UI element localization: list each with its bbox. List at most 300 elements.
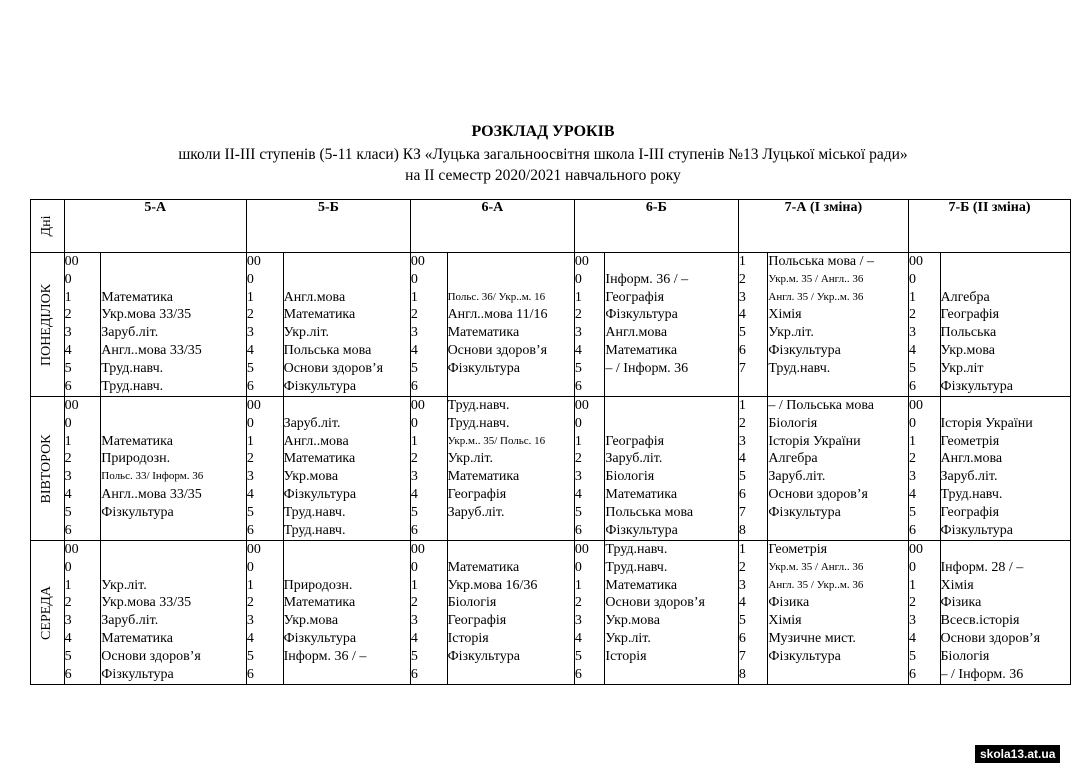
lesson-subject — [448, 378, 574, 396]
lesson-number: 0 — [246, 559, 254, 575]
lesson-subject: Основи здоров’я — [768, 486, 868, 502]
lesson-subject: Основи здоров’я — [605, 595, 705, 611]
lesson-subject: Історія — [605, 648, 647, 664]
lesson-number: 2 — [908, 595, 916, 611]
lesson-number: 2 — [64, 451, 72, 467]
lesson-subject: Укр.літ. — [447, 451, 493, 467]
lesson-number: 6 — [246, 666, 254, 682]
lesson-number: 2 — [410, 595, 418, 611]
lesson-number: 2 — [574, 595, 582, 611]
lesson-number: 5 — [64, 360, 72, 376]
lesson-number: 0 — [574, 559, 582, 575]
lesson-subject: Всесв.історія — [940, 613, 1020, 629]
lesson-number: 1 — [908, 577, 916, 593]
lesson-subject — [768, 522, 908, 540]
lesson-subject — [448, 541, 574, 559]
day-row — [31, 541, 1071, 685]
lesson-number: 2 — [246, 451, 254, 467]
lesson-subjects — [940, 397, 1070, 541]
lesson-number: 0 — [574, 415, 582, 431]
lesson-subjects — [447, 253, 574, 397]
lesson-subject — [605, 397, 737, 415]
lesson-number: 7 — [738, 648, 746, 664]
lesson-subject: Хімія — [768, 613, 802, 629]
lesson-number: 3 — [246, 613, 254, 629]
lesson-number: 00 — [908, 542, 923, 557]
lesson-subjects — [283, 541, 410, 685]
lesson-number: 1 — [64, 289, 72, 305]
lesson-subject: Фізкультура — [768, 504, 841, 520]
lesson-subject: Англ..мова 33/35 — [101, 486, 202, 502]
lesson-number: 00 — [64, 254, 79, 269]
lesson-number: 0 — [410, 271, 418, 287]
lesson-subjects — [768, 253, 909, 397]
lesson-subject: Укр.мова — [605, 613, 660, 629]
lesson-subject: Заруб.літ. — [605, 451, 663, 467]
lesson-subject: Польська мова — [283, 342, 372, 358]
lesson-number: 3 — [410, 325, 418, 341]
lesson-subject: Історія України — [940, 415, 1033, 431]
lesson-number: 4 — [410, 630, 418, 646]
lesson-subjects — [101, 541, 247, 685]
lesson-subject — [941, 397, 1070, 415]
lesson-number: 00 — [246, 542, 261, 557]
lesson-subject: Укр.мова 33/35 — [101, 307, 192, 323]
lesson-subject — [101, 522, 246, 540]
lesson-number: 6 — [410, 522, 418, 538]
lesson-subject: Математика — [447, 325, 520, 341]
lesson-subject: Математика — [605, 342, 678, 358]
lesson-subject: – / Інформ. 36 — [940, 666, 1024, 682]
lesson-number: 2 — [738, 271, 746, 287]
lesson-number: 5 — [738, 613, 746, 629]
lesson-subject: Математика — [283, 595, 356, 611]
lesson-subject: Географія — [940, 307, 1000, 323]
lesson-subject: Математика — [101, 630, 173, 646]
lesson-number: 6 — [574, 378, 582, 394]
lesson-subject — [448, 271, 574, 289]
lesson-subject: Інформ. 36 / – — [283, 648, 367, 664]
lesson-subject: Англ..мова — [283, 433, 349, 449]
lesson-subject: Фізкультура — [940, 378, 1013, 394]
lesson-numbers — [246, 397, 283, 541]
lesson-number: 5 — [574, 648, 582, 664]
lesson-subject: Труд.навч. — [101, 378, 164, 394]
day-label: ВІВТОРОК — [31, 397, 65, 541]
lesson-subject: Фізкультура — [605, 522, 678, 538]
lesson-number: 6 — [246, 378, 254, 394]
lesson-number: 6 — [64, 522, 72, 538]
lesson-number: 1 — [410, 577, 418, 593]
lesson-number: 1 — [410, 289, 418, 305]
lesson-subjects — [101, 397, 247, 541]
lesson-numbers — [64, 541, 101, 685]
lesson-subject: Географія — [940, 504, 1000, 520]
lesson-subject: Укр.літ. — [283, 325, 330, 341]
lesson-number: 2 — [738, 559, 746, 575]
lesson-number: 4 — [246, 486, 254, 502]
lesson-number: 4 — [64, 630, 72, 646]
lesson-subject: Математика — [283, 307, 356, 323]
lesson-subject: Труд.навч. — [283, 504, 346, 520]
lesson-number: 8 — [738, 666, 746, 682]
lesson-number: 6 — [574, 666, 582, 682]
lesson-subject: Математика — [283, 451, 356, 467]
lesson-number: 5 — [246, 504, 254, 520]
lesson-number: 5 — [410, 648, 418, 664]
lesson-number: 2 — [908, 451, 916, 467]
lesson-number: 3 — [574, 469, 582, 485]
lesson-number: 6 — [908, 378, 916, 394]
lesson-subject: Історія України — [768, 433, 861, 449]
class-header: 5-Б — [246, 200, 410, 253]
day-label: СЕРЕДА — [31, 541, 65, 685]
lesson-subject: Укр.мова 16/36 — [447, 577, 538, 593]
lesson-subject: Англ..мова 11/16 — [447, 307, 548, 323]
lesson-numbers — [64, 397, 101, 541]
lesson-number: 00 — [64, 398, 79, 413]
lesson-subject: Математика — [101, 289, 173, 305]
lesson-number: 8 — [738, 522, 746, 538]
lesson-subject: Заруб.літ. — [447, 504, 505, 520]
lesson-subjects — [447, 541, 574, 685]
lesson-number: 0 — [410, 559, 418, 575]
lesson-subjects — [283, 397, 410, 541]
lesson-subject: Математика — [605, 577, 678, 593]
lesson-subject: Геометрія — [768, 542, 828, 557]
lesson-number: 6 — [574, 522, 582, 538]
lesson-number: 00 — [246, 398, 261, 413]
lesson-number: 6 — [410, 666, 418, 682]
lesson-subject — [605, 666, 737, 684]
lesson-number: 0 — [246, 415, 254, 431]
lesson-numbers — [246, 541, 283, 685]
lesson-numbers — [738, 253, 768, 397]
lesson-subject: Фізкультура — [283, 378, 357, 394]
lesson-subject: Фізкультура — [101, 504, 174, 520]
lesson-number: 4 — [246, 342, 254, 358]
lesson-number: 1 — [574, 433, 582, 449]
lesson-number: 1 — [64, 433, 72, 449]
lesson-number: 2 — [410, 451, 418, 467]
lesson-subject: Заруб.літ. — [940, 469, 998, 485]
lesson-subject: Основи здоров’я — [447, 342, 548, 358]
lesson-numbers — [738, 397, 768, 541]
lesson-subject — [101, 541, 246, 559]
lesson-subject: Математика — [447, 559, 520, 575]
lesson-numbers — [574, 253, 605, 397]
lesson-subject: Математика — [447, 469, 520, 485]
lesson-number: 4 — [64, 342, 72, 358]
lesson-subject: Фізкультура — [101, 666, 174, 682]
class-header: 5-А — [64, 200, 246, 253]
lesson-number: 4 — [738, 451, 746, 467]
lesson-subject — [768, 666, 908, 684]
lesson-subject: Укр.мова — [283, 613, 339, 629]
lesson-subject: Біологія — [605, 469, 655, 485]
lesson-subject: Заруб.літ. — [768, 469, 826, 485]
lesson-number: 3 — [574, 613, 582, 629]
lesson-number: 1 — [246, 577, 254, 593]
lesson-subject: Труд.навч. — [447, 398, 510, 413]
lesson-number: 5 — [908, 648, 916, 664]
lesson-subject: Англ..мова 33/35 — [101, 342, 202, 358]
lesson-number: 0 — [574, 271, 582, 287]
lesson-subject — [101, 559, 246, 577]
lesson-subject: Англ.мова — [605, 325, 668, 341]
lesson-number: 5 — [246, 360, 254, 376]
lesson-number: 00 — [574, 254, 589, 269]
lesson-subjects — [283, 253, 410, 397]
lesson-number: 6 — [64, 666, 72, 682]
lesson-subject: Заруб.літ. — [101, 613, 159, 629]
lesson-number: 2 — [908, 307, 916, 323]
lesson-number: 5 — [908, 360, 916, 376]
lesson-subject — [284, 666, 410, 684]
lesson-number: 3 — [64, 325, 72, 341]
lesson-subjects — [940, 253, 1070, 397]
lesson-number: 1 — [410, 433, 418, 449]
lesson-number: 1 — [574, 289, 582, 305]
lesson-subjects — [940, 541, 1070, 685]
lesson-subject: Фізкультура — [447, 360, 521, 376]
class-header: 7-Б (ІІ зміна) — [908, 200, 1070, 253]
lesson-subject: Географія — [447, 613, 507, 629]
lesson-number: 1 — [738, 398, 746, 413]
lesson-number: 6 — [908, 522, 916, 538]
lesson-numbers — [908, 253, 940, 397]
lesson-number: 6 — [64, 378, 72, 394]
lesson-subject: Труд.навч. — [447, 415, 510, 431]
lesson-subject: Фізкультура — [768, 648, 841, 664]
class-header: 7-А (І зміна) — [738, 200, 908, 253]
lesson-subject: Фізкультура — [283, 630, 357, 646]
lesson-number: 1 — [908, 289, 916, 305]
lesson-number: 5 — [574, 360, 582, 376]
lesson-subject: Біологія — [940, 648, 990, 664]
lesson-number: 2 — [410, 307, 418, 323]
lesson-subject — [941, 541, 1070, 559]
schedule-table — [30, 199, 1071, 685]
lesson-number: 00 — [908, 254, 923, 269]
lesson-subjects — [605, 541, 738, 685]
lesson-number: 4 — [246, 630, 254, 646]
lesson-subject — [284, 541, 410, 559]
lesson-subject: Географія — [605, 433, 665, 449]
lesson-number: 0 — [908, 415, 916, 431]
lesson-number: 4 — [410, 342, 418, 358]
lesson-subject: Основи здоров’я — [940, 630, 1041, 646]
lesson-subject — [101, 271, 246, 289]
lesson-number: 3 — [738, 433, 746, 449]
lesson-number: 00 — [410, 542, 425, 557]
lesson-numbers — [410, 541, 447, 685]
lesson-subject: Польська мова / – — [768, 254, 874, 269]
class-header: 6-А — [410, 200, 574, 253]
lesson-numbers — [246, 253, 283, 397]
lesson-number: 2 — [246, 595, 254, 611]
lesson-subject: Фізкультура — [447, 648, 521, 664]
lesson-number: 1 — [738, 542, 746, 557]
lesson-subject: – / Інформ. 36 — [605, 360, 689, 376]
lesson-subject: Укр.літ. — [605, 630, 651, 646]
lesson-number: 3 — [64, 613, 72, 629]
lesson-number: 2 — [738, 415, 746, 431]
lesson-number: 6 — [246, 522, 254, 538]
lesson-number: 1 — [246, 289, 254, 305]
lesson-number: 0 — [64, 271, 72, 287]
lesson-subject: Фізкультура — [605, 307, 678, 323]
lesson-subject — [101, 415, 246, 433]
lesson-number: 4 — [574, 486, 582, 502]
lesson-number: 00 — [410, 254, 425, 269]
lesson-number: 6 — [908, 666, 916, 682]
lesson-subjects — [605, 253, 738, 397]
lesson-subject: Укр.м.. 35/ Польс. 16 — [447, 434, 546, 447]
lesson-subject: Труд.навч. — [605, 559, 668, 575]
lesson-subject: Англ. 35 / Укр..м. 36 — [768, 290, 864, 303]
document-title: РОЗКЛАД УРОКІВ — [471, 123, 615, 140]
lesson-subject: Музичне мист. — [768, 630, 856, 646]
lesson-subject: Інформ. 36 / – — [605, 271, 689, 287]
lesson-subject: Труд.навч. — [605, 542, 668, 557]
lesson-subject: Математика — [605, 486, 678, 502]
lesson-subject: Інформ. 28 / – — [940, 559, 1024, 575]
lesson-subject — [284, 559, 410, 577]
lesson-subject: Історія — [447, 630, 489, 646]
lesson-subject: Математика — [101, 433, 173, 449]
lesson-number: 3 — [738, 577, 746, 593]
lesson-number: 1 — [246, 433, 254, 449]
lesson-subject: Польська — [940, 325, 997, 341]
lesson-number: 1 — [908, 433, 916, 449]
lesson-subject — [284, 271, 410, 289]
lesson-subject: Труд.навч. — [768, 360, 831, 376]
day-label: ПОНЕДІЛОК — [31, 253, 65, 397]
lesson-subject: Біологія — [768, 415, 818, 431]
lesson-number: 5 — [64, 648, 72, 664]
lesson-subjects — [447, 397, 574, 541]
lesson-subject — [448, 522, 574, 540]
lesson-subject: Біологія — [447, 595, 497, 611]
lesson-subject — [768, 378, 908, 396]
lesson-numbers — [64, 253, 101, 397]
lesson-subject — [605, 415, 737, 433]
lesson-number: 0 — [64, 559, 72, 575]
header-row — [31, 200, 1071, 253]
lesson-numbers — [574, 541, 605, 685]
lesson-number: 2 — [574, 451, 582, 467]
lesson-subject: Географія — [447, 486, 507, 502]
lesson-subject: Укр.літ. — [101, 577, 147, 593]
lesson-subject — [101, 397, 246, 415]
lesson-numbers — [908, 541, 940, 685]
lesson-subject: Польс. 36/ Укр..м. 16 — [447, 290, 546, 303]
lesson-number: 5 — [908, 504, 916, 520]
lesson-subject — [941, 253, 1070, 271]
lesson-number: 7 — [738, 360, 746, 376]
lesson-subject: Труд.навч. — [940, 486, 1003, 502]
semester-line: на ІІ семестр 2020/2021 навчального року — [405, 167, 681, 184]
lesson-number: 3 — [410, 469, 418, 485]
lesson-number: 3 — [64, 469, 72, 485]
day-row — [31, 397, 1071, 541]
lesson-subject: Укр.мова — [283, 469, 339, 485]
lesson-number: 4 — [574, 630, 582, 646]
lesson-number: 2 — [64, 307, 72, 323]
lesson-number: 6 — [738, 630, 746, 646]
lesson-number: 6 — [738, 342, 746, 358]
lesson-number: 0 — [64, 415, 72, 431]
lesson-number: 4 — [908, 486, 916, 502]
day-row — [31, 253, 1071, 397]
lesson-number: 00 — [574, 398, 589, 413]
lesson-subject — [605, 253, 737, 271]
lesson-number: 6 — [738, 486, 746, 502]
lesson-subject: Укр.мова — [940, 342, 995, 358]
lesson-subject: Хімія — [940, 577, 974, 593]
lesson-subject: Укр.літ. — [768, 325, 814, 341]
lesson-subject — [605, 378, 737, 396]
lesson-number: 3 — [246, 325, 254, 341]
lesson-number: 3 — [574, 325, 582, 341]
lesson-subjects — [768, 397, 909, 541]
lesson-subject: Фізика — [768, 595, 810, 611]
lesson-number: 0 — [246, 271, 254, 287]
lesson-number: 2 — [246, 307, 254, 323]
lesson-subject: Англ. 35 / Укр..м. 36 — [768, 578, 864, 591]
lesson-number: 2 — [64, 595, 72, 611]
lesson-subject: Укр.м. 35 / Англ.. 36 — [768, 272, 864, 285]
lesson-number: 4 — [64, 486, 72, 502]
lesson-subjects — [605, 397, 738, 541]
document-subtitle: школи ІІ-ІІІ ступенів (5-11 класи) КЗ «Луцька загальноосвітня школа І-ІІІ ступенів №13 Луцької міської ради» — [178, 146, 908, 163]
lesson-numbers — [410, 397, 447, 541]
lesson-subject: Польська мова — [605, 504, 694, 520]
lesson-subject: Основи здоров’я — [101, 648, 201, 664]
lesson-number: 5 — [410, 504, 418, 520]
lesson-number: 5 — [738, 325, 746, 341]
lesson-number: 3 — [410, 613, 418, 629]
lesson-subject: Фізкультура — [283, 486, 357, 502]
lesson-number: 5 — [410, 360, 418, 376]
lesson-number: 00 — [64, 542, 79, 557]
lesson-number: 00 — [908, 398, 923, 413]
lesson-number — [739, 378, 768, 396]
lesson-subject: Польс. 33/ Інформ. 36 — [101, 470, 204, 483]
lesson-subject: Географія — [605, 289, 665, 305]
lesson-subject: Алгебра — [940, 289, 990, 305]
lesson-subject — [941, 271, 1070, 289]
lesson-number: 5 — [574, 504, 582, 520]
site-watermark: skola13.at.ua — [975, 745, 1060, 763]
lesson-subject: – / Польська мова — [768, 398, 874, 413]
lesson-subject: Геометрія — [940, 433, 1000, 449]
lesson-number: 7 — [738, 504, 746, 520]
lesson-number: 5 — [64, 504, 72, 520]
lesson-subject — [101, 253, 246, 271]
lesson-subject: Укр.літ — [940, 360, 984, 376]
lesson-number: 00 — [246, 254, 261, 269]
lesson-number: 1 — [64, 577, 72, 593]
lesson-number: 5 — [738, 469, 746, 485]
lesson-number: 4 — [738, 595, 746, 611]
lesson-subject: Заруб.літ. — [101, 325, 159, 341]
lesson-number: 1 — [738, 254, 746, 269]
lesson-subject: Труд.навч. — [101, 360, 164, 376]
lesson-subject: Хімія — [768, 307, 802, 323]
lesson-number: 1 — [574, 577, 582, 593]
